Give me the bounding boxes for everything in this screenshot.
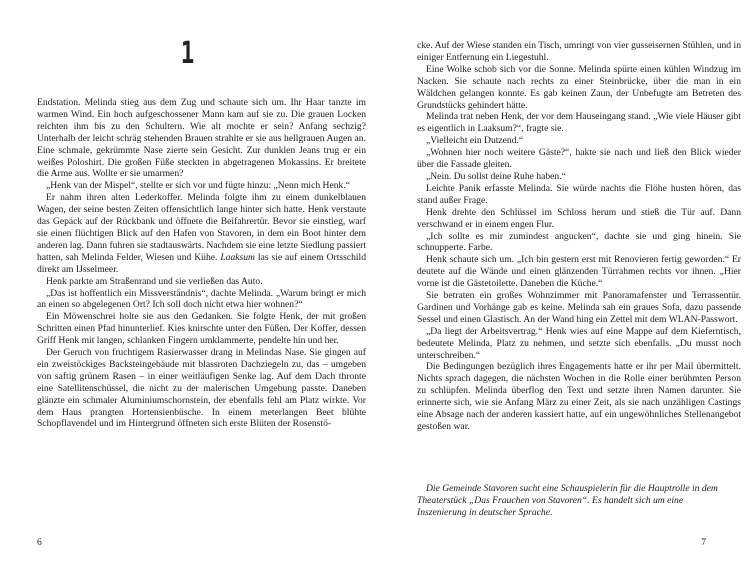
paragraph: cke. Auf der Wiese standen ein Tisch, umringt von vier gusseisernen Stühlen, und in einiger Entfernung ein Liegestuhl.	[417, 40, 741, 63]
paragraph: Henk drehte den Schlüssel im Schloss herum und stieß die Tür auf. Dann verschwand er in einem engen Flur.	[417, 206, 741, 230]
laaksum-italic: Laaksum	[220, 251, 255, 263]
right-page	[375, 0, 750, 564]
page-number-left: 6	[37, 537, 42, 548]
paragraph: Henk parkte am Straßenrand und sie verließen das Auto.	[46, 275, 263, 287]
paragraph: „Da liegt der Arbeitsvertrag.“ Henk wies auf eine Mappe auf dem Kieferntisch, bedeutete Melinda, Platz zu nehmen, und setzte sich ebenfalls. „Du musst noch unterschreiben.“	[417, 325, 741, 361]
chapter-number: 1	[180, 36, 195, 71]
italic-passage: Die Gemeinde Stavoren sucht eine Schauspielerin für die Hauptrolle in dem Theaterstück „Das Frauchen von Stavoren“. Es handelt sich um eine Inszenierung in deutscher Sprache.	[417, 483, 718, 518]
paragraph: Henk schaute sich um. „Ich bin gestern erst mit Renovieren fertig geworden.“ Er deutete auf die Wände und einen glänzenden Türrahmen rechts vor ihnen. „Hier vorne ist die Gästetoilette. Daneben die Küche.“	[417, 254, 741, 290]
paragraph: Sie betraten ein großes Wohnzimmer mit Panoramafenster und Terrassentür. Gardinen und Vorhänge gab es keine. Melinda sah ein graues Sofa, dazu passende Sessel und einen Glastisch. An der Wand hing ein Zettel mit dem WLAN-Passwort.	[417, 290, 741, 325]
paragraph: „Wohnen hier noch weitere Gäste?“, hakte sie nach und ließ den Blick wieder über die Fassade gleiten.	[417, 147, 741, 171]
left-page-body	[37, 97, 366, 430]
paragraph: Er nahm ihren alten Lederkoffer. Melinda folgte ihm zu einem dunkelblauen Wagen, der seine besten Zeiten offensichtlich lange hinter sich hatte. Henk verstaute das Gepäck auf der Rückbank und öffnete die Beifahrertür. Bevor sie einstieg, warf sie einen flüchtigen Blick auf den Hafen von Stavoren, in dem ein Boot hinter dem anderen lag. Dann fuhren sie stadtauswärts. Nachdem sie eine letzte Siedlung passiert hatten, sah Melinda Felder, Wiesen und Kühe. Laaksum las sie auf einem Ortsschild direkt am IJsselmeer.	[37, 192, 367, 275]
paragraph: Melinda trat neben Henk, der vor dem Hauseingang stand. „Wie viele Häuser gibt es eigentlich in Laaksum?“, fragte sie.	[417, 111, 741, 135]
paragraph: Eine Wolke schob sich vor die Sonne. Melinda spürte einen kühlen Windzug im Nacken. Sie schaute nach rechts zu einer Steinbrücke, über die man in ein Wäldchen gelangen konnte. Es gab keinen Zaun, der Unbefugte am Betreten des Grundstücks gehindert hätte.	[417, 63, 741, 111]
paragraph: „Henk van der Mispel“, stellte er sich vor und fügte hinzu: „Nenn mich Henk.“	[46, 180, 350, 192]
paragraph: Endstation. Melinda stieg aus dem Zug und schaute sich um. Ihr Haar tanzte im warmen Wind. Ein hoch aufgeschossener Mann kam auf sie zu. Die grauen Locken reichten ihm bis zu den Schultern. Wie alt mochte er sein? Anfang sechzig? Unterhalb der leicht schräg stehenden Brauen strahlte er sie aus hellgrauen Augen an. Eine schmale, gekrümmte Nase zierte sein Gesicht. Zur dunklen Jeans trug er ein weißes Poloshirt. Die großen Füße steckten in abgetragenen Mokassins. Er breitete die Arme aus. Wollte er sie umarmen?	[37, 97, 366, 180]
paragraph: „Vielleicht ein Dutzend.“	[426, 135, 524, 147]
paragraph: Ein Möwenschrei holte sie aus den Gedanken. Sie folgte Henk, der mit großen Schritten einen Pfad hinunterlief. Kies knirschte unter den Füßen. Der Koffer, dessen Griff Henk mit langen, schlanken Fingern umklammerte, pendelte hin und her.	[37, 311, 366, 347]
paragraph: „Ich sollte es mir zumindest angucken“, dachte sie und ging hinein. Sie schnupperte. Farbe.	[417, 230, 741, 254]
paragraph: „Nein. Du sollst deine Ruhe haben.“	[426, 170, 566, 182]
right-page-body	[417, 40, 741, 433]
paragraph: „Das ist hoffentlich ein Missverständnis“, dachte Melinda. „Warum bringt er mich an einen so abgelegenen Ort? Ich soll doch nicht etwa hier wohnen?“	[37, 287, 366, 311]
page-number-right: 7	[701, 537, 706, 548]
paragraph: Leichte Panik erfasste Melinda. Sie würde nachts die Flöhe husten hören, das stand außer Frage.	[417, 182, 741, 206]
paragraph: Der Geruch von fruchtigem Rasierwasser drang in Melindas Nase. Sie gingen auf ein zweistöckiges Backsteingebäude mit blassroten Dachziegeln zu, das – umgeben von saftig grünem Rasen – in einer weitläufigen Senke lag. Auf dem Dach thronte eine Satellitenschüssel, die nicht zu der malerischen Umgebung passte. Daneben glänzte ein schmaler Aluminiumschornstein, der ebenfalls fehl am Platz wirkte. Vor dem Haus prangten Hortensienbüsche. In einem meterlangen Beet blühte Schopflavendel und im Hintergrund öffneten sich erste Blüten der Rosenstö-	[37, 347, 366, 430]
paragraph: Die Bedingungen bezüglich ihres Engagements hatte er ihr per Mail übermittelt. Nichts sprach dagegen, die nächsten Wochen in die Rolle einer berühmten Person zu schlüpfen. Melinda überflog den Text und setzte ihren Namen darunter. Sie erinnerte sich, wie sie Anfang März zu einer Zeit, als sie nach unzähligen Castings eine Absage nach der anderen kassiert hatte, auf ein ungewöhnliches Stellenangebot gestoßen war.	[417, 361, 741, 432]
